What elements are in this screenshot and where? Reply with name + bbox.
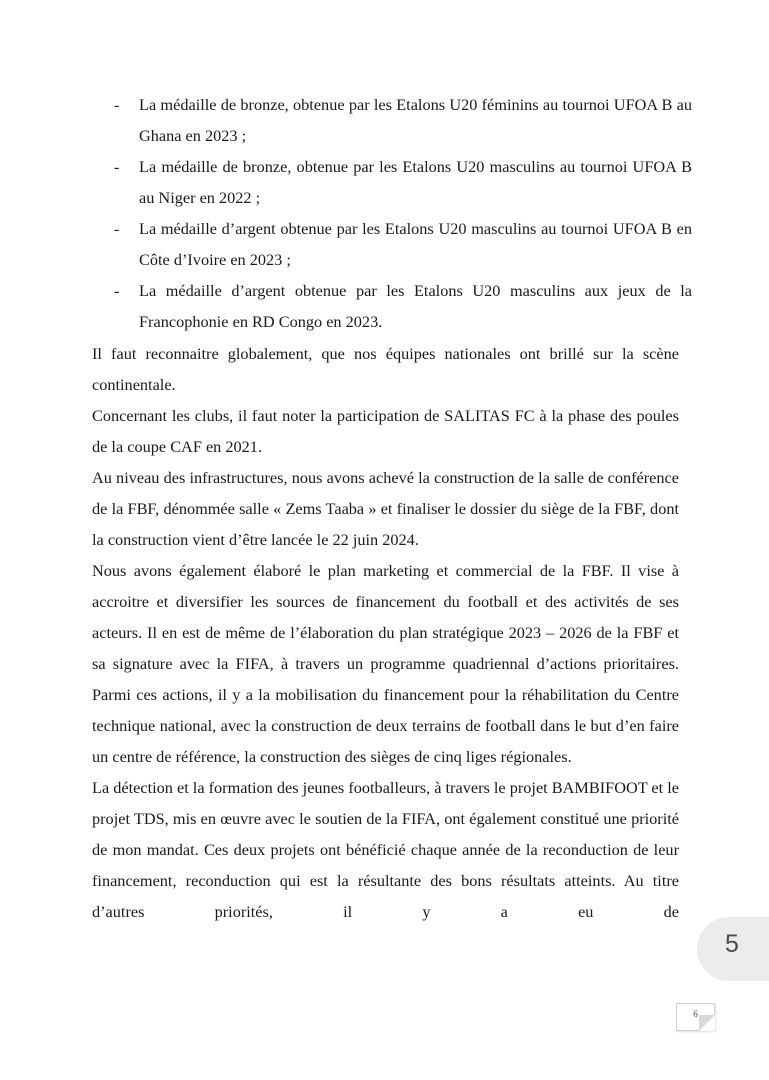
list-item: [92, 151, 692, 213]
list-item: [92, 213, 692, 275]
bullet-dash: -: [114, 95, 120, 114]
bullet-dash: -: [114, 219, 120, 238]
section-number: 5: [725, 930, 739, 958]
list-item-text: La médaille de bronze, obtenue par les Etalons U20 masculins au tournoi UFOA B au Niger en 2022 ;: [139, 157, 692, 207]
paragraph-national-teams: Il faut reconnaitre globalement, que nos équipes nationales ont brillé sur la scène continentale.: [92, 344, 679, 394]
page-corner-fold-icon: [699, 1015, 715, 1031]
page-number: 6: [693, 1009, 698, 1019]
list-item: [92, 275, 692, 337]
list-item: [92, 89, 692, 151]
bullet-dash: -: [114, 281, 120, 300]
page-number-box: [676, 1003, 715, 1031]
list-item-text: La médaille d’argent obtenue par les Etalons U20 masculins au tournoi UFOA B en Côte d’Ivoire en 2023 ;: [139, 219, 692, 269]
paragraph-youth-training: La détection et la formation des jeunes footballeurs, à travers le projet BAMBIFOOT et le projet TDS, mis en œuvre avec le soutien de la FIFA, ont également constitué une priorité de mon mandat. Ces deux projets ont bénéficié chaque année de la reconduction de leur financement, reconduction qui est la résultante des bons résultats atteints. Au titre d’autres priorités, il y a eu de: [92, 778, 680, 921]
paragraph-marketing-plan: Nous avons également élaboré le plan marketing et commercial de la FBF. Il vise à accroitre et diversifier les sources de financement du football et des activités de ses acteurs. Il en est de même de l’élaboration du plan stratégique 2023 – 2026 de la FBF et sa signature avec la FIFA, à travers un programme quadriennal d’actions prioritaires. Parmi ces actions, il y a la mobilisation du financement pour la réhabilitation du Centre technique national, avec la construction de deux terrains de football dans le but d’en faire un centre de référence, la construction des sièges de cinq liges régionales.: [92, 561, 679, 766]
paragraph-infrastructure: Au niveau des infrastructures, nous avons achevé la construction de la salle de conférence de la FBF, dénommée salle « Zems Taaba » et finaliser le dossier du siège de la FBF, dont la construction vient d’être lancée le 22 juin 2024.: [92, 468, 679, 549]
list-item-text: La médaille de bronze, obtenue par les Etalons U20 féminins au tournoi UFOA B au Ghana en 2023 ;: [139, 95, 692, 145]
list-item-text: La médaille d’argent obtenue par les Etalons U20 masculins aux jeux de la Francophonie en RD Congo en 2023.: [139, 281, 692, 331]
body-text: [92, 338, 679, 927]
paragraph-clubs: Concernant les clubs, il faut noter la participation de SALITAS FC à la phase des poules de la coupe CAF en 2021.: [92, 406, 679, 456]
bullet-dash: -: [114, 157, 120, 176]
medal-list: [92, 89, 692, 337]
